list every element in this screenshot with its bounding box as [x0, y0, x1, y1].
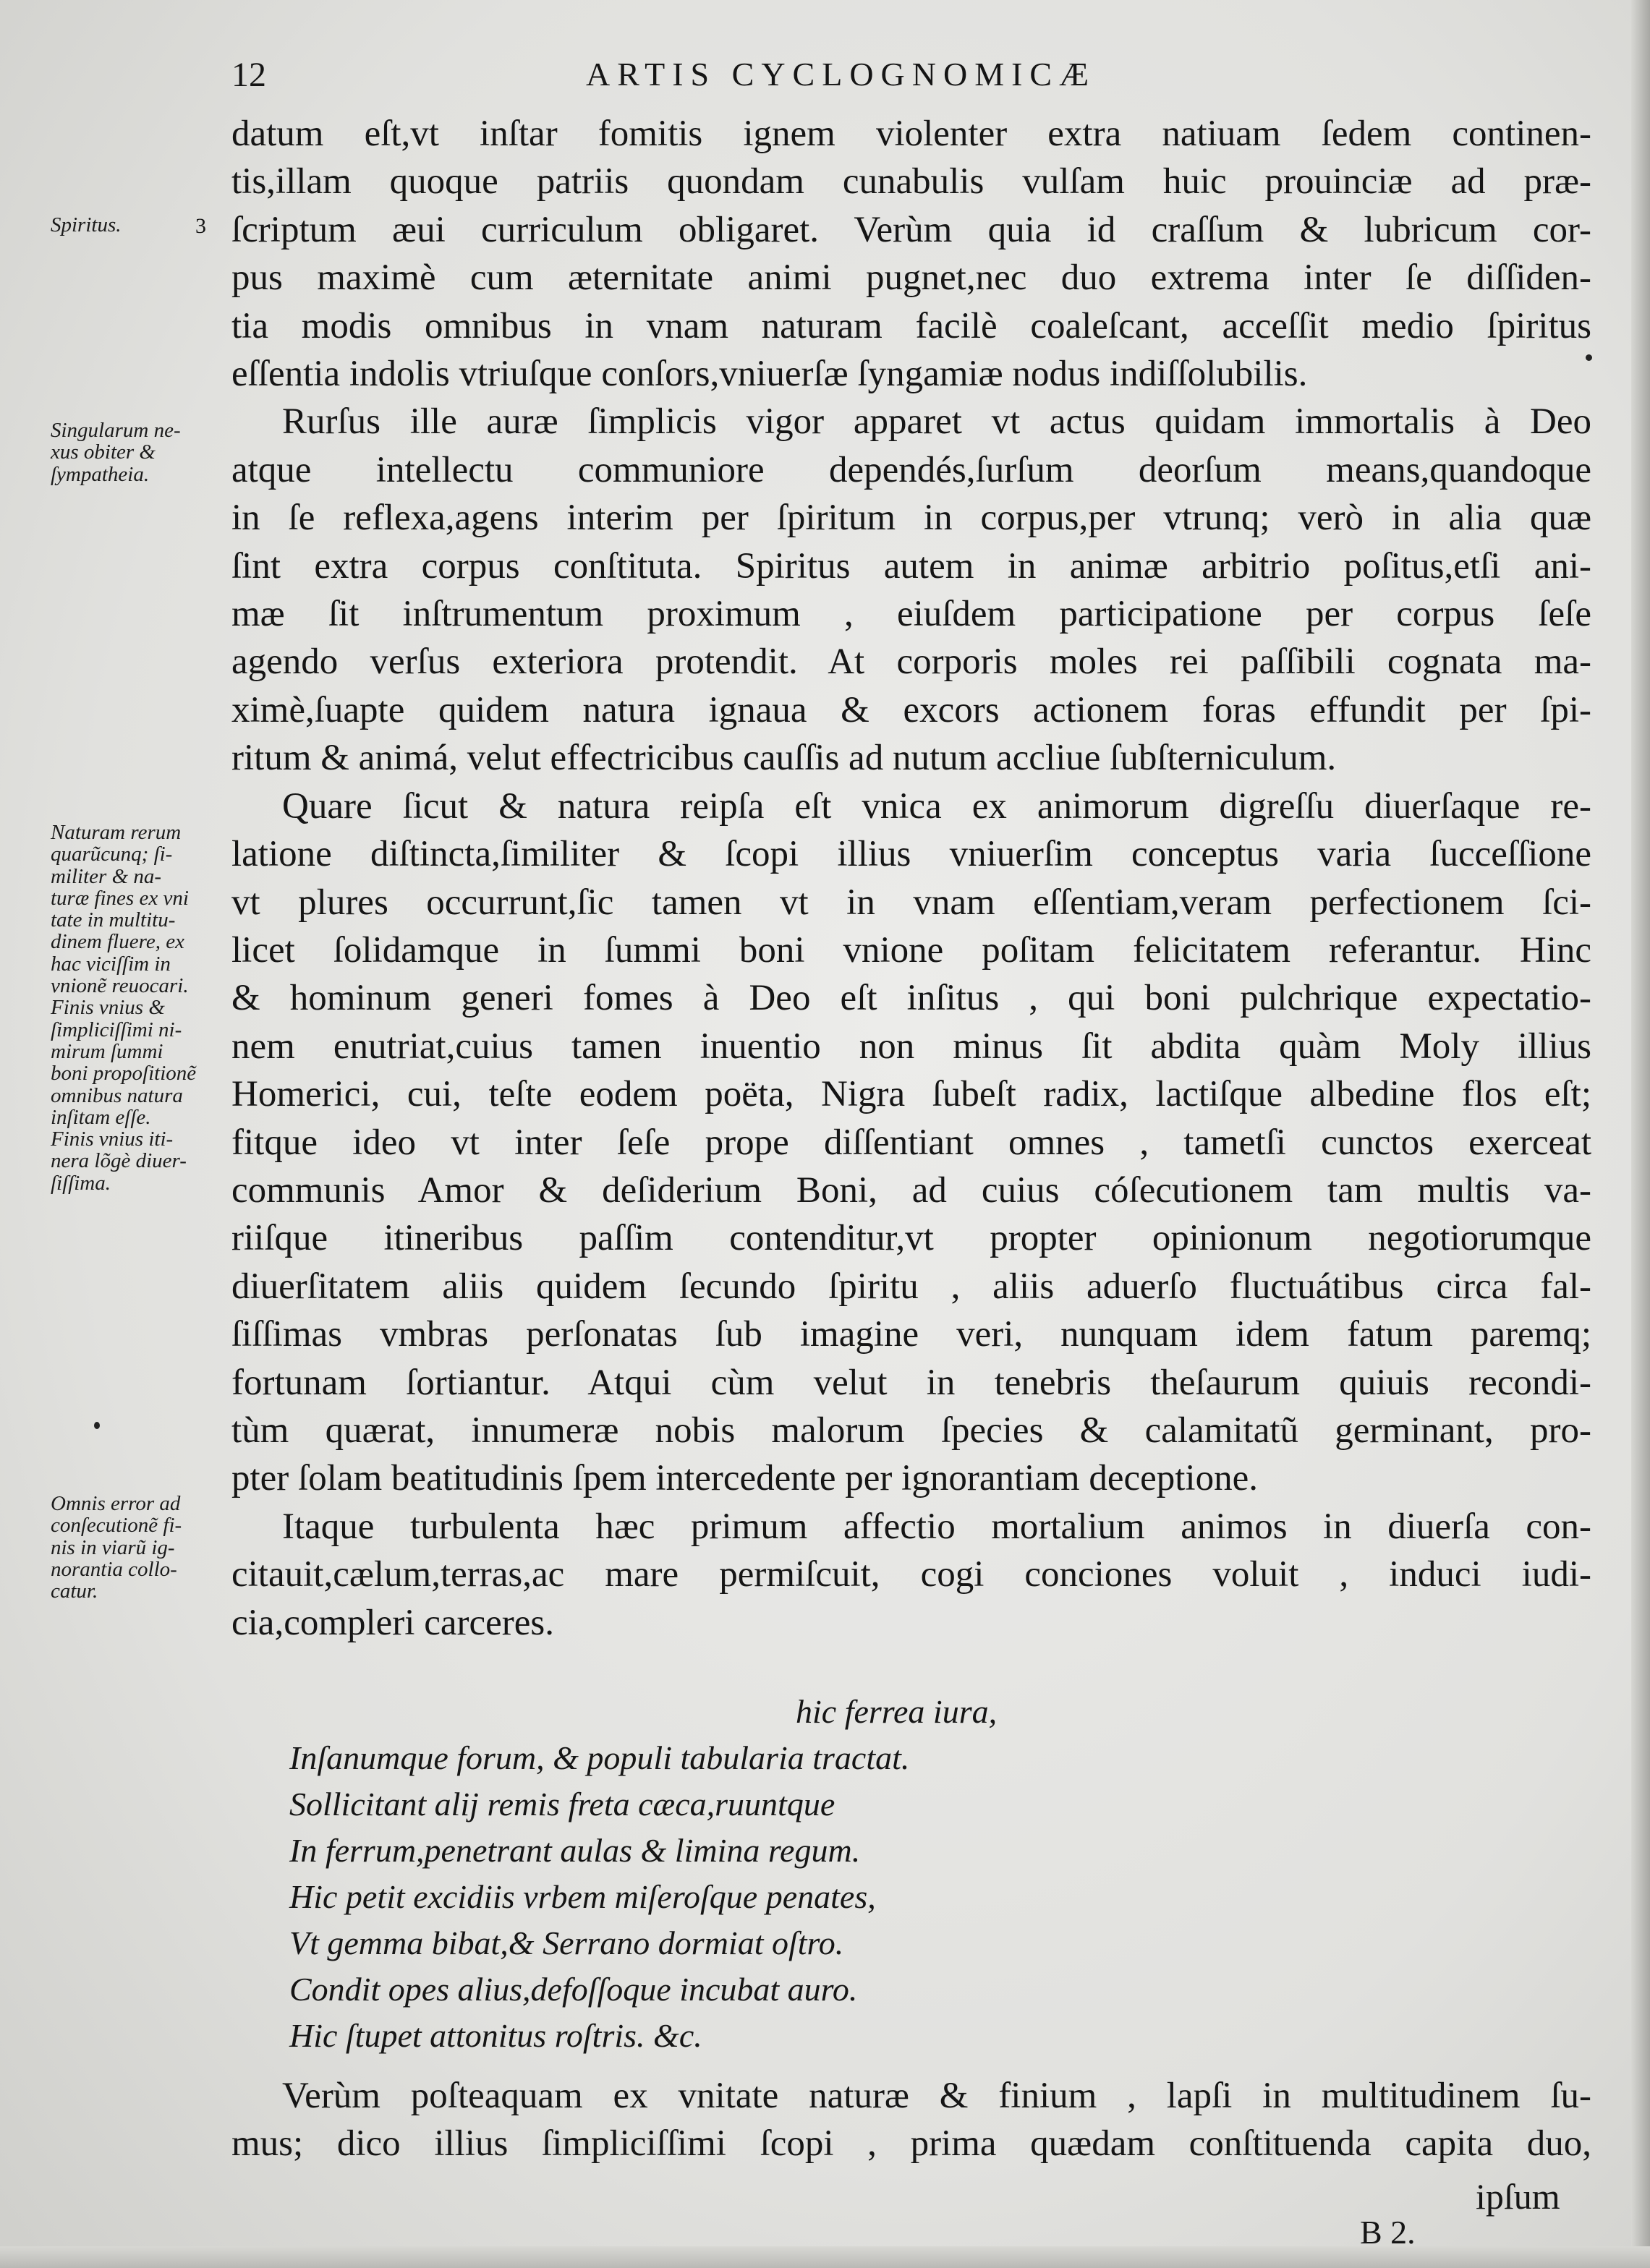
margin-note-line: nis in viarũ ig- — [51, 1535, 175, 1559]
text-line: Verùm poſteaquam ex vnitate naturæ & finium , lapſi in multitudinem ſu- — [282, 2076, 1591, 2116]
verse-line: Hic petit excidiis vrbem miſeroſque penates, — [289, 1878, 876, 1915]
margin-note-line: Finis vnius iti- — [51, 1127, 174, 1151]
text-line: ſcriptum æui curriculum obligaret. Verùm quia id craſſum & lubricum cor- — [231, 209, 1591, 250]
margin-note-line: Singularum ne- — [51, 419, 181, 442]
page-number: 12 — [231, 56, 266, 94]
verse-line: hic ferrea iura, — [796, 1693, 998, 1730]
text-line: pus maximè cum æternitate animi pugnet,nec duo extrema inter ſe diſſiden- — [231, 257, 1591, 299]
text-line: eſſentia indolis vtriuſque conſors,vniuerſæ ſyngamiæ nodus indiſſolubilis. — [231, 354, 1308, 395]
text-line: latione diſtincta,ſimiliter & ſcopi illius vniuerſim conceptus varia ſucceſſione — [231, 834, 1591, 875]
ink-speck — [1586, 354, 1592, 361]
text-line: nem enutriat,cuius tamen inuentio non minus ſit abdita quàm Moly illius — [231, 1026, 1591, 1067]
signature-mark: B 2. — [1360, 2214, 1416, 2251]
verse-line: Inſanumque forum, & populi tabularia tractat. — [289, 1739, 910, 1776]
running-head: ARTIS CYCLOGNOMICÆ — [586, 56, 1097, 93]
text-line: communis Amor & deſiderium Boni, ad cuius cóſecutionem tam multis va- — [231, 1169, 1591, 1211]
margin-note-line: xus obiter & — [51, 440, 156, 464]
text-line: vt plures occurrunt,ſic tamen vt in vnam eſſentiam,veram perfectionem ſci- — [231, 882, 1591, 923]
margin-note-nexus — [51, 419, 228, 485]
catchword: ipſum — [1476, 2176, 1560, 2217]
page-edge-right — [1631, 0, 1650, 2268]
margin-note-line: dinem fluere, ex — [51, 930, 184, 954]
text-line: datum eſt,vt inſtar fomitis ignem violenter extra natiuam ſedem continen- — [231, 114, 1591, 154]
verse-line: Sollicitant alij remis freta cæca,ruuntque — [289, 1786, 835, 1822]
text-line: tia modis omnibus in vnam naturam facilè coaleſcant, acceſſit medio ſpiritus — [231, 305, 1591, 346]
margin-note-line: mirum ſummi — [51, 1039, 163, 1063]
margin-note-line: norantia collo- — [51, 1557, 177, 1581]
text-line: agendo verſus exteriora protendit. At corporis moles rei paſſibili cognata ma- — [231, 641, 1591, 683]
text-line: tùm quærat, innumeræ nobis malorum ſpecies & calamitatũ germinant, pro- — [231, 1410, 1591, 1451]
margin-numeral: 3 — [195, 214, 206, 238]
margin-note-line: quarũcunq; ſi- — [51, 843, 173, 866]
page-header — [231, 51, 1591, 101]
text-line: in ſe reflexa,agens interim per ſpiritum in corpus,per vtrunq; verò in alia quæ — [231, 498, 1591, 539]
verse-line: Condit opes alius,defoſſoque incubat auro. — [289, 1971, 858, 2008]
text-line: cia,compleri carceres. — [231, 1602, 554, 1643]
text-line: atque intellectu communiore dependés,ſurſum deorſum means,quandoque — [231, 449, 1591, 490]
text-line: pter ſolam beatitudinis ſpem intercedente per ignorantiam deceptione. — [231, 1458, 1258, 1499]
margin-note-line: nera lõgè diuer- — [51, 1149, 187, 1173]
margin-note-line: Finis vnius & — [51, 996, 165, 1020]
margin-note-line: turæ fines ex vni — [51, 886, 189, 910]
margin-note-line: vnionẽ reuocari. — [51, 974, 189, 998]
margin-note-line: omnibus natura — [51, 1083, 183, 1107]
margin-note-line: boni propoſitionẽ — [51, 1062, 197, 1086]
margin-note-line: tate in multitu- — [51, 908, 176, 932]
text-line: citauit,cælum,terras,ac mare permiſcuit, cogi conciones voluit , induci iudi- — [231, 1554, 1591, 1595]
text-line: ritum & animá, velut effectricibus cauſſis ad nutum accliue ſubſterniculum. — [231, 738, 1337, 779]
margin-note-line: Spiritus. — [51, 213, 122, 236]
text-line: fitque ideo vt inter ſeſe prope diſſentiant omnes , tametſi cunctos exerceat — [231, 1122, 1591, 1163]
margin-note-line: ſiſſima. — [51, 1171, 111, 1195]
margin-note-line: Omnis error ad — [51, 1492, 181, 1515]
text-line: licet ſolidamque in ſummi boni vnione poſitam felicitatem referantur. Hinc — [231, 929, 1591, 971]
margin-note-line: catur. — [51, 1580, 98, 1603]
text-line: mus; dico illius ſimpliciſſimi ſcopi , prima quædam conſtituenda capita duo, — [231, 2123, 1591, 2165]
margin-note-line: inſitam eſſe. — [51, 1105, 151, 1129]
closing-text — [231, 2072, 1591, 2168]
text-line: ximè,ſuapte quidem natura ignaua & excors actionem foras effundit per ſpi- — [231, 689, 1591, 730]
text-line: Itaque turbulenta hæc primum affectio mortalium animos in diuerſa con- — [282, 1506, 1591, 1547]
text-line: riiſque itineribus paſſim contenditur,vt propter opinionum negotiorumque — [231, 1218, 1591, 1259]
text-line: Quare ſicut & natura reipſa eſt vnica ex animorum digreſſu diuerſaque re- — [282, 785, 1591, 827]
text-line: tis,illam quoque patriis quondam cunabulis vulſam huic prouinciæ ad præ- — [231, 161, 1591, 202]
verse-quotation — [289, 1689, 1157, 2059]
margin-note-error — [51, 1493, 228, 1602]
margin-note-line: hac viciſſim in — [51, 952, 171, 976]
text-line: mæ ſit inſtrumentum proximum , eiuſdem participatione per corpus ſeſe — [231, 594, 1591, 635]
verse-line: Vt gemma bibat,& Serrano dormiat oſtro. — [289, 1924, 844, 1961]
text-line: fortunam ſortiantur. Atqui cùm velut in tenebris theſaurum quiuis recondi- — [231, 1362, 1591, 1403]
margin-note-naturam — [51, 822, 228, 1194]
text-line: ſint extra corpus conſtituta. Spiritus autem in animæ arbitrio poſitus,etſi ani- — [231, 545, 1591, 587]
verse-line: In ferrum,penetrant aulas & limina regum. — [289, 1832, 861, 1869]
text-line: & hominum generi fomes à Deo eſt inſitus , qui boni pulchrique expectatio- — [231, 978, 1591, 1019]
margin-note-line: ſimpliciſſimi ni- — [51, 1018, 182, 1041]
verse-line: Hic ſtupet attonitus roſtris. &c. — [289, 2017, 702, 2054]
margin-note-line: ſympatheia. — [51, 462, 150, 486]
margin-note-line: militer & na- — [51, 864, 162, 888]
ink-speck — [94, 1422, 100, 1429]
text-line: Homerici, cui, teſte eodem poëta, Nigra ſubeſt radix, lactiſque albedine flos eſt; — [231, 1074, 1591, 1115]
body-text — [231, 110, 1591, 1647]
text-line: ſiſſimas vmbras perſonatas ſub imagine veri, nunquam idem fatum paremq; — [231, 1314, 1591, 1355]
margin-note-line: Naturam rerum — [51, 821, 182, 844]
text-line: diuerſitatem aliis quidem ſecundo ſpiritu , aliis aduerſo fluctuátibus circa fal- — [231, 1266, 1591, 1307]
margin-note-line: conſecutionẽ fi- — [51, 1514, 182, 1538]
text-line: Rurſus ille auræ ſimplicis vigor apparet vt actus quidam immortalis à Deo — [282, 401, 1591, 443]
